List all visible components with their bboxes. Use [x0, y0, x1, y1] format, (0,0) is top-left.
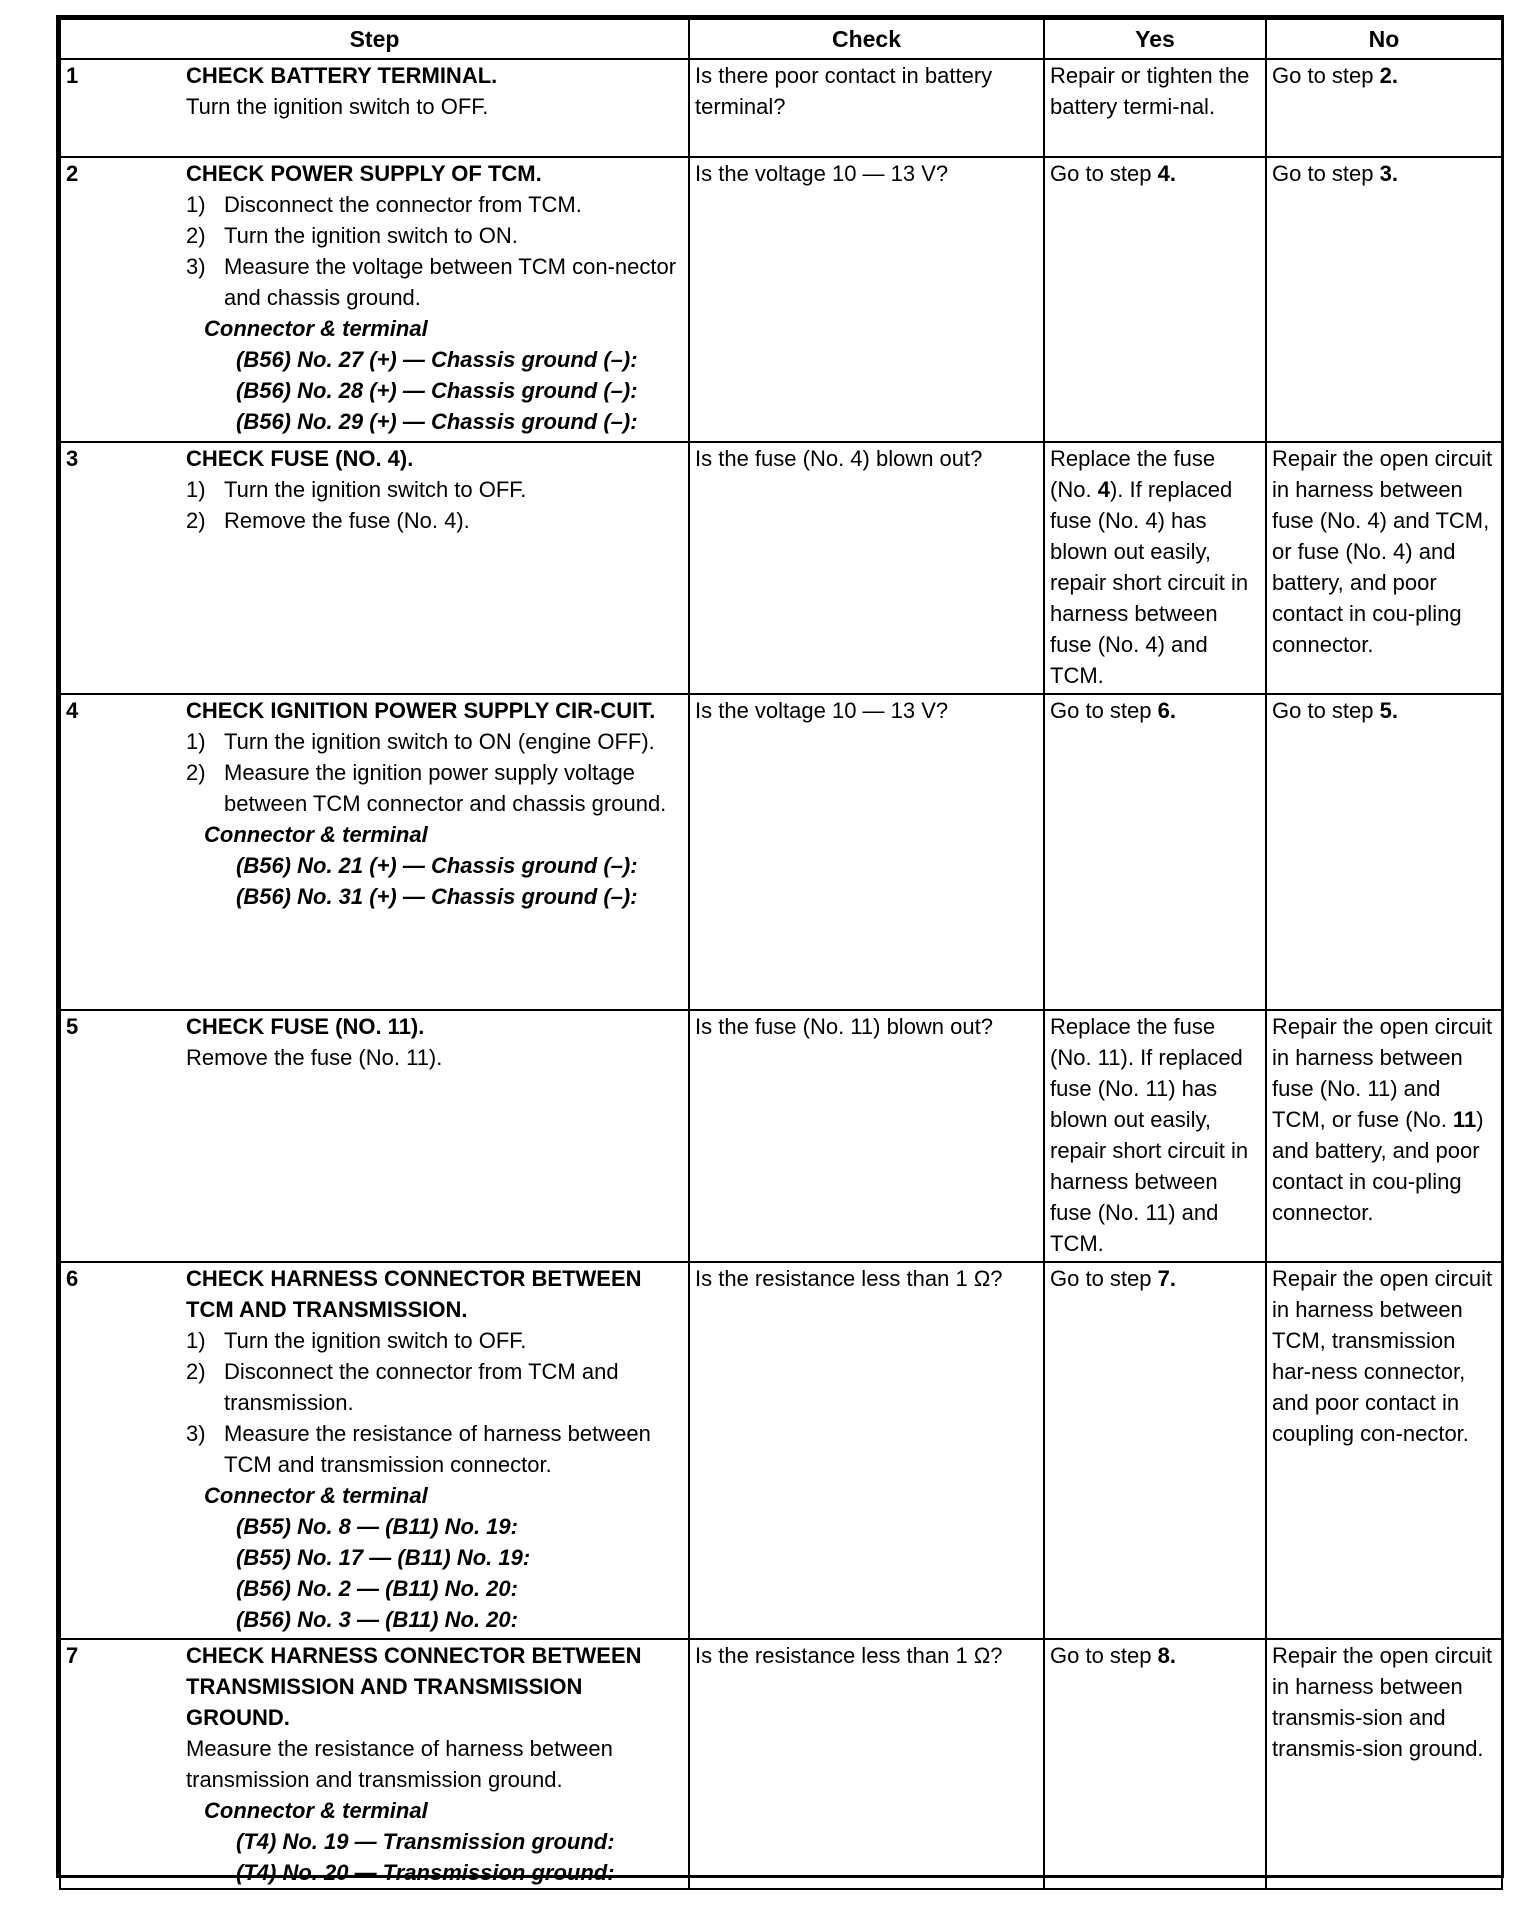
step-cell [181, 1010, 689, 1262]
no-text: Repair the open circuit in harness between fuse (No. 11) and TCM, or fuse (No. [1272, 1014, 1493, 1132]
diagnostic-table [59, 18, 1503, 1890]
no-text: Repair the open circuit in harness between fuse (No. 4) and TCM, or fuse (No. 4) and battery, and poor contact in cou-pling connector. [1272, 446, 1493, 657]
table-row [60, 1639, 1502, 1889]
yes-text: Go to step [1050, 1643, 1158, 1668]
step-item-index: 2) [186, 760, 206, 785]
connector-terminal: (B56) No. 28 (+) — Chassis ground (–): [236, 378, 638, 403]
step-item-index: 1) [186, 1328, 206, 1353]
step-item-index: 1) [186, 192, 206, 217]
check-text: Is the fuse (No. 4) blown out? [695, 446, 983, 471]
step-cell [181, 59, 689, 157]
connector-terminal: (B56) No. 27 (+) — Chassis ground (–): [236, 347, 638, 372]
yes-cell [1044, 1639, 1266, 1889]
step-title: CHECK IGNITION POWER SUPPLY CIR-CUIT. [186, 698, 656, 723]
step-cell [181, 694, 689, 1010]
yes-step-ref: 6. [1157, 698, 1176, 723]
step-item-text: Remove the fuse (No. 4). [224, 508, 470, 533]
step-cell [181, 1262, 689, 1639]
step-cell [181, 442, 689, 694]
connector-terminal: (T4) No. 20 — Transmission ground: [236, 1860, 615, 1885]
step-item-text: Disconnect the connector from TCM and transmission. [224, 1359, 619, 1415]
check-cell [689, 1639, 1044, 1889]
yes-step-ref: 4. [1157, 161, 1176, 186]
yes-cell [1044, 59, 1266, 157]
yes-cell [1044, 157, 1266, 442]
step-title: CHECK FUSE (NO. 4). [186, 446, 414, 471]
step-item-text: Measure the voltage between TCM con-nector and chassis ground. [224, 254, 677, 310]
yes-step-ref: 8. [1157, 1643, 1176, 1668]
step-item [186, 505, 683, 536]
yes-text: Go to step [1050, 1266, 1158, 1291]
no-cell [1266, 157, 1502, 442]
check-text: Is there poor contact in battery terminal? [695, 63, 993, 119]
step-number: 1 [60, 59, 181, 157]
diagnostic-table-frame [56, 15, 1504, 1885]
yes-text: Replace the fuse (No. 11). If replaced fuse (No. 11) has blown out easily, repair short circuit in harness between fuse (No. 11) and TCM. [1050, 1014, 1249, 1256]
step-number: 7 [60, 1639, 181, 1889]
step-title: CHECK BATTERY TERMINAL. [186, 63, 498, 88]
step-title: CHECK HARNESS CONNECTOR BETWEEN TCM AND TRANSMISSION. [186, 1266, 642, 1322]
step-item [186, 220, 683, 251]
step-cell [181, 1639, 689, 1889]
table-row [60, 442, 1502, 694]
step-title: CHECK FUSE (NO. 11). [186, 1014, 425, 1039]
yes-cell [1044, 694, 1266, 1010]
step-item-text: Turn the ignition switch to ON. [224, 223, 518, 248]
step-item [186, 1325, 683, 1356]
header-step: Step [60, 19, 689, 59]
no-text: Repair the open circuit in harness between transmis-sion and transmis-sion ground. [1272, 1643, 1493, 1761]
step-item-index: 3) [186, 254, 206, 279]
no-cell [1266, 59, 1502, 157]
step-item [186, 1356, 683, 1418]
table-row [60, 1262, 1502, 1639]
step-item-text: Turn the ignition switch to OFF. [224, 477, 527, 502]
connector-heading: Connector & terminal [204, 1798, 428, 1823]
step-item [186, 1418, 683, 1480]
step-item-text: Measure the resistance of harness between TCM and transmission connector. [224, 1421, 651, 1477]
step-item-index: 2) [186, 223, 206, 248]
check-text: Is the resistance less than 1 Ω? [695, 1643, 1003, 1668]
connector-heading: Connector & terminal [204, 316, 428, 341]
table-row [60, 157, 1502, 442]
step-item [186, 251, 683, 313]
step-title: CHECK POWER SUPPLY OF TCM. [186, 161, 542, 186]
step-item-index: 2) [186, 1359, 206, 1384]
step-item [186, 474, 683, 505]
connector-terminal: (B56) No. 2 — (B11) No. 20: [236, 1576, 518, 1601]
connector-terminal: (B55) No. 17 — (B11) No. 19: [236, 1545, 531, 1570]
step-instruction: Measure the resistance of harness between transmission and transmission ground. [186, 1736, 613, 1792]
step-item-index: 1) [186, 729, 206, 754]
no-step-ref: 2. [1379, 63, 1398, 88]
no-step-ref: 5. [1379, 698, 1398, 723]
step-item [186, 189, 683, 220]
no-fuse-ref: 11 [1452, 1107, 1477, 1132]
no-cell [1266, 694, 1502, 1010]
step-title: CHECK HARNESS CONNECTOR BETWEEN TRANSMISSION AND TRANSMISSION GROUND. [186, 1643, 642, 1730]
table-row [60, 1010, 1502, 1262]
step-item-index: 1) [186, 477, 206, 502]
step-number: 4 [60, 694, 181, 1010]
step-item [186, 757, 683, 819]
table-row [60, 694, 1502, 1010]
step-instruction: Turn the ignition switch to OFF. [186, 94, 489, 119]
table-row [60, 59, 1502, 157]
step-number: 2 [60, 157, 181, 442]
no-step-ref: 3. [1379, 161, 1398, 186]
step-item [186, 726, 683, 757]
connector-terminal: (B56) No. 21 (+) — Chassis ground (–): [236, 853, 638, 878]
check-text: Is the voltage 10 — 13 V? [695, 698, 949, 723]
step-instruction: Remove the fuse (No. 11). [186, 1045, 443, 1070]
check-cell [689, 59, 1044, 157]
step-number: 6 [60, 1262, 181, 1639]
no-text-cont: ) and battery, and poor contact in cou-pling connector. [1272, 1107, 1484, 1225]
check-cell [689, 157, 1044, 442]
check-cell [689, 442, 1044, 694]
yes-cell [1044, 1262, 1266, 1639]
step-item-index: 2) [186, 508, 206, 533]
step-item-text: Disconnect the connector from TCM. [224, 192, 582, 217]
yes-text: Repair or tighten the battery termi-nal. [1050, 63, 1250, 119]
no-text: Repair the open circuit in harness between TCM, transmission har-ness connector, and poor contact in coupling con-nector. [1272, 1266, 1493, 1446]
no-text: Go to step [1272, 161, 1380, 186]
no-cell [1266, 1010, 1502, 1262]
connector-heading: Connector & terminal [204, 1483, 428, 1508]
no-cell [1266, 1262, 1502, 1639]
step-number: 5 [60, 1010, 181, 1262]
step-item-text: Measure the ignition power supply voltage between TCM connector and chassis ground. [224, 760, 667, 816]
step-item-text: Turn the ignition switch to ON (engine OFF). [224, 729, 655, 754]
yes-fuse-ref: 4 [1097, 477, 1110, 502]
connector-terminal: (T4) No. 19 — Transmission ground: [236, 1829, 615, 1854]
no-text: Go to step [1272, 63, 1380, 88]
step-item-text: Turn the ignition switch to OFF. [224, 1328, 527, 1353]
no-text: Go to step [1272, 698, 1380, 723]
yes-cell [1044, 442, 1266, 694]
connector-heading: Connector & terminal [204, 822, 428, 847]
connector-terminal: (B55) No. 8 — (B11) No. 19: [236, 1514, 518, 1539]
check-cell [689, 694, 1044, 1010]
check-text: Is the voltage 10 — 13 V? [695, 161, 949, 186]
check-text: Is the resistance less than 1 Ω? [695, 1266, 1003, 1291]
no-cell [1266, 442, 1502, 694]
yes-text: Replace the fuse (No. [1050, 446, 1216, 502]
header-check: Check [689, 19, 1044, 59]
connector-terminal: (B56) No. 29 (+) — Chassis ground (–): [236, 409, 638, 434]
step-cell [181, 157, 689, 442]
step-item-index: 3) [186, 1421, 206, 1446]
yes-text-cont: ). If replaced fuse (No. 4) has blown out easily, repair short circuit in harness between fuse (No. 4) and TCM. [1050, 477, 1249, 688]
no-cell [1266, 1639, 1502, 1889]
header-yes: Yes [1044, 19, 1266, 59]
connector-terminal: (B56) No. 31 (+) — Chassis ground (–): [236, 884, 638, 909]
check-text: Is the fuse (No. 11) blown out? [695, 1014, 993, 1039]
check-cell [689, 1010, 1044, 1262]
connector-terminal: (B56) No. 3 — (B11) No. 20: [236, 1607, 518, 1632]
yes-step-ref: 7. [1157, 1266, 1176, 1291]
check-cell [689, 1262, 1044, 1639]
yes-cell [1044, 1010, 1266, 1262]
yes-text: Go to step [1050, 161, 1158, 186]
yes-text: Go to step [1050, 698, 1158, 723]
header-no: No [1266, 19, 1502, 59]
step-number: 3 [60, 442, 181, 694]
header-row [60, 19, 1502, 59]
